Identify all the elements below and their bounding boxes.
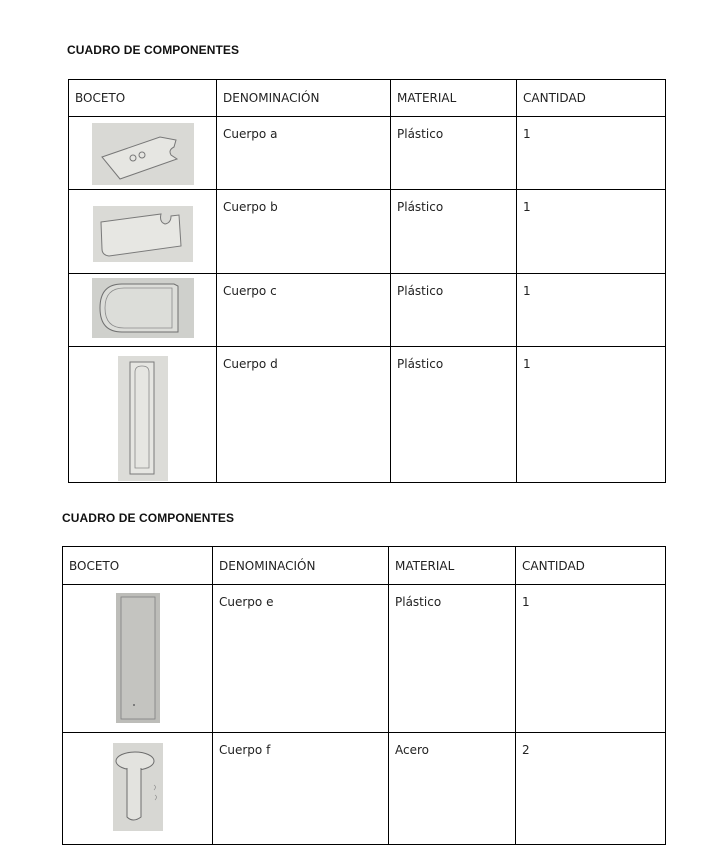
- table-row: [69, 274, 666, 347]
- denominacion-cell: Cuerpo a: [217, 117, 391, 190]
- sketch-cell: [63, 585, 213, 733]
- cantidad-cell: 1: [517, 347, 666, 483]
- sketch-cell: [63, 733, 213, 845]
- header-denominacion: DENOMINACIÓN: [213, 547, 389, 585]
- material-cell: Plástico: [391, 274, 517, 347]
- sketch-cell: [69, 274, 217, 347]
- denominacion-cell: Cuerpo d: [217, 347, 391, 483]
- rivet-sketch: [113, 743, 163, 831]
- rounded-plate-sketch: [92, 278, 194, 338]
- table-title: CUADRO DE COMPONENTES: [67, 43, 240, 57]
- material-cell: Plástico: [391, 347, 517, 483]
- cantidad-cell: 1: [517, 190, 666, 274]
- components-table: [68, 79, 666, 483]
- denominacion-cell: Cuerpo e: [213, 585, 389, 733]
- table-row: [63, 733, 666, 845]
- sketch-cell: [69, 347, 217, 483]
- denominacion-cell: Cuerpo c: [217, 274, 391, 347]
- table-title: CUADRO DE COMPONENTES: [62, 511, 235, 525]
- table-header-row: [69, 80, 666, 117]
- cantidad-cell: 1: [516, 585, 666, 733]
- header-material: MATERIAL: [391, 80, 517, 117]
- tall-panel-sketch: [116, 593, 160, 723]
- table-row: [63, 585, 666, 733]
- table-row: [69, 347, 666, 483]
- long-strip-sketch: [118, 356, 168, 481]
- plate-with-holes-sketch: [92, 123, 194, 185]
- sketch-cell: [69, 190, 217, 274]
- header-boceto: BOCETO: [63, 547, 213, 585]
- header-cantidad: CANTIDAD: [516, 547, 666, 585]
- table-row: [69, 190, 666, 274]
- material-cell: Acero: [389, 733, 516, 845]
- header-cantidad: CANTIDAD: [517, 80, 666, 117]
- table-row: [69, 117, 666, 190]
- denominacion-cell: Cuerpo f: [213, 733, 389, 845]
- denominacion-cell: Cuerpo b: [217, 190, 391, 274]
- header-material: MATERIAL: [389, 547, 516, 585]
- material-cell: Plástico: [389, 585, 516, 733]
- components-table: [62, 546, 666, 845]
- header-boceto: BOCETO: [69, 80, 217, 117]
- cantidad-cell: 1: [517, 117, 666, 190]
- cantidad-cell: 2: [516, 733, 666, 845]
- header-denominacion: DENOMINACIÓN: [217, 80, 391, 117]
- material-cell: Plástico: [391, 117, 517, 190]
- cantidad-cell: 1: [517, 274, 666, 347]
- notched-plate-sketch: [93, 206, 193, 262]
- table-header-row: [63, 547, 666, 585]
- material-cell: Plástico: [391, 190, 517, 274]
- sketch-cell: [69, 117, 217, 190]
